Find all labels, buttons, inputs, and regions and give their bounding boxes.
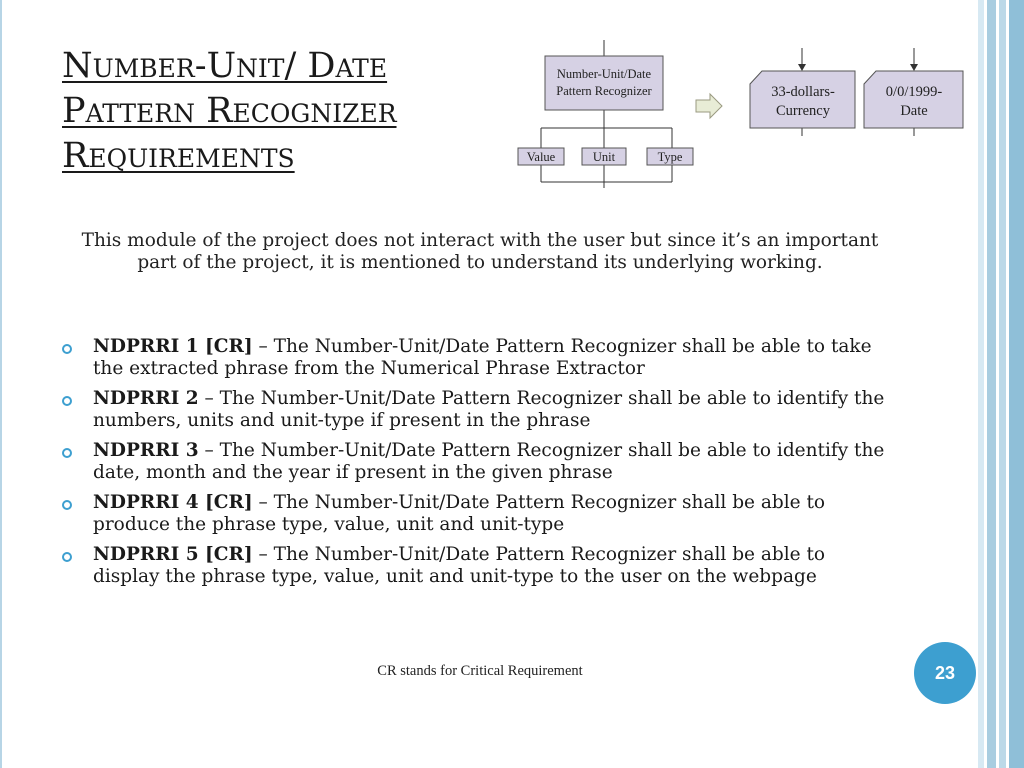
currency-example-label: Currency bbox=[776, 103, 830, 119]
requirement-id: NDPRRI 3 bbox=[93, 440, 199, 461]
decor-stripe bbox=[1009, 0, 1024, 768]
requirement-text: – The Number-Unit/Date Pattern Recognizer shall be able to identify the date, month and the year if present in the given phrase bbox=[93, 440, 885, 483]
arrowheads bbox=[798, 64, 918, 71]
page-number-badge: 23 bbox=[914, 642, 976, 704]
bullet-icon bbox=[62, 552, 72, 562]
list-item bbox=[62, 440, 892, 484]
intro-paragraph: This module of the project does not interact with the user but since it’s an important part of the project, it is mentioned to understand its underlying working. bbox=[81, 230, 879, 273]
requirement-id: NDPRRI 2 bbox=[93, 388, 199, 409]
list-item bbox=[62, 336, 892, 380]
title-line: Number-Unit/ Date bbox=[62, 46, 388, 86]
requirement-text: – The Number-Unit/Date Pattern Recognizer shall be able to identify the numbers, units and unit-type if present in the phrase bbox=[93, 388, 885, 431]
bullet-icon bbox=[62, 396, 72, 406]
requirement-text: – The Number-Unit/Date Pattern Recognizer shall be able to produce the phrase type, value, unit and unit-type bbox=[93, 492, 826, 535]
recognizer-label: Number-Unit/Date bbox=[556, 67, 652, 81]
list-item bbox=[62, 544, 892, 588]
requirement-id: NDPRRI 5 [CR] bbox=[93, 544, 253, 565]
bullet-icon bbox=[62, 448, 72, 458]
requirement-id: NDPRRI 4 [CR] bbox=[93, 492, 253, 513]
right-arrow-icon bbox=[696, 94, 722, 118]
bullet-icon bbox=[62, 500, 72, 510]
title-line: Pattern Recognizer bbox=[62, 91, 397, 131]
decor-stripe bbox=[999, 0, 1006, 768]
recognizer-diagram bbox=[510, 36, 980, 196]
date-example-label: Date bbox=[900, 103, 928, 119]
footer-note: CR stands for Critical Requirement bbox=[377, 663, 583, 679]
requirement-text: – The Number-Unit/Date Pattern Recognizer shall be able to display the phrase type, value, unit and unit-type to the user on the webpage bbox=[93, 544, 826, 587]
recognizer-label: Pattern Recognizer bbox=[556, 84, 652, 98]
recognizer-box bbox=[545, 56, 663, 110]
list-item bbox=[62, 388, 892, 432]
left-border bbox=[0, 0, 2, 768]
currency-example-label: 33-dollars- bbox=[771, 84, 835, 100]
requirement-text: – The Number-Unit/Date Pattern Recognizer shall be able to take the extracted phrase from the Numerical Phrase Extractor bbox=[93, 336, 872, 379]
date-example-label: 0/0/1999- bbox=[885, 84, 943, 100]
bullet-icon bbox=[62, 344, 72, 354]
title-line: Requirements bbox=[62, 136, 295, 176]
list-item bbox=[62, 492, 892, 536]
value-label: Value bbox=[526, 150, 556, 164]
requirements-list bbox=[62, 336, 892, 596]
type-label: Type bbox=[657, 150, 683, 164]
decor-stripe bbox=[987, 0, 996, 768]
requirement-id: NDPRRI 1 [CR] bbox=[93, 336, 253, 357]
slide-title bbox=[62, 44, 397, 179]
unit-label: Unit bbox=[592, 150, 616, 164]
